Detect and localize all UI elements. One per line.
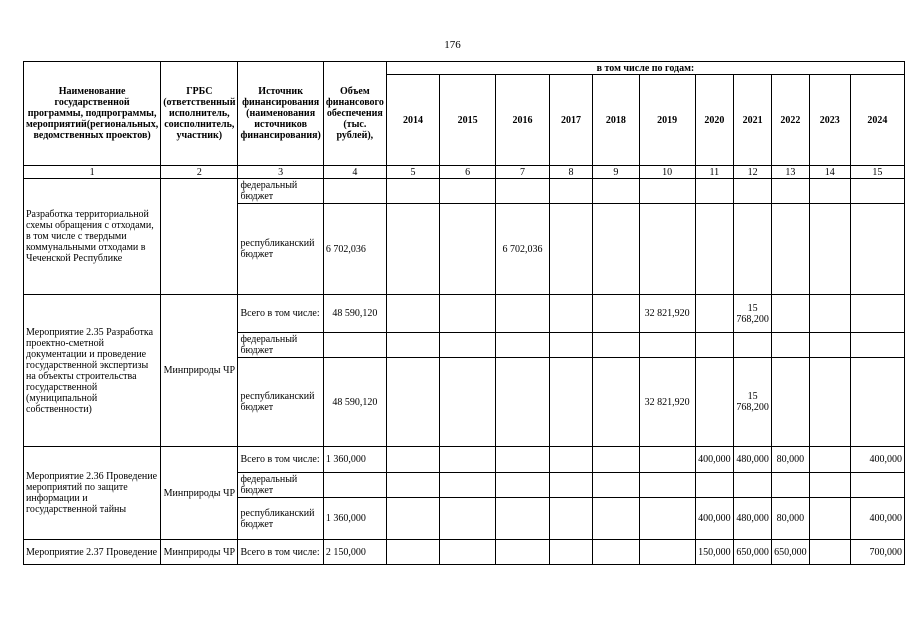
grbs-cell: Минприроды ЧР	[161, 447, 238, 540]
year-value-2020: 400,000	[695, 447, 734, 473]
grbs-cell	[161, 179, 238, 295]
year-value-2022: 80,000	[772, 498, 810, 540]
column-number: 2	[161, 166, 238, 179]
column-number: 12	[734, 166, 772, 179]
header-grbs: ГРБС (ответственный исполнитель, соисполнитель, участник)	[161, 62, 238, 166]
measure-name: Мероприятие 2.35 Разработка проектно-сметной документации и проведение государственной экспертизы на объекты строительства государственной (муниципальной собственности)	[24, 295, 161, 447]
total-volume: 2 150,000	[323, 540, 386, 565]
header-source: Источник финансирования (наименования источников финансирования)	[238, 62, 323, 166]
budget-table	[23, 61, 905, 565]
column-number: 8	[550, 166, 593, 179]
column-number: 11	[695, 166, 734, 179]
column-number: 10	[639, 166, 695, 179]
measure-name: Разработка территориальной схемы обращения с отходами, в том числе с твердыми коммунальными отходами в Чеченской Республике	[24, 179, 161, 295]
funding-source: Всего в том числе:	[238, 295, 323, 333]
year-header: 2017	[550, 75, 593, 166]
column-number: 5	[386, 166, 439, 179]
column-number: 9	[592, 166, 639, 179]
column-number: 1	[24, 166, 161, 179]
year-header: 2024	[850, 75, 904, 166]
page-number: 176	[444, 39, 461, 51]
table-row	[24, 179, 905, 204]
column-number: 7	[496, 166, 550, 179]
year-header: 2015	[440, 75, 496, 166]
year-value-2021: 480,000	[734, 498, 772, 540]
funding-source: Всего в том числе:	[238, 540, 323, 565]
column-number: 3	[238, 166, 323, 179]
year-value-2021: 15 768,200	[734, 295, 772, 333]
header-volume: Объем финансового обеспечения (тыс. рублей),	[323, 62, 386, 166]
funding-source: республиканский бюджет	[238, 204, 323, 295]
year-value-2016: 6 702,036	[496, 204, 550, 295]
year-value-2019: 32 821,920	[639, 358, 695, 447]
year-value-2021: 480,000	[734, 447, 772, 473]
funding-source: республиканский бюджет	[238, 498, 323, 540]
column-number: 4	[323, 166, 386, 179]
year-header: 2023	[809, 75, 850, 166]
year-value-2022: 80,000	[772, 447, 810, 473]
year-value-2024: 400,000	[850, 498, 904, 540]
measure-name: Мероприятие 2.36 Проведение мероприятий по защите информации и государственной тайны	[24, 447, 161, 540]
year-value-2021: 650,000	[734, 540, 772, 565]
funding-source: республиканский бюджет	[238, 358, 323, 447]
header-by-years: в том числе по годам:	[386, 62, 904, 75]
year-header: 2019	[639, 75, 695, 166]
year-value-2020: 400,000	[695, 498, 734, 540]
column-number: 13	[772, 166, 810, 179]
year-value-2021: 15 768,200	[734, 358, 772, 447]
grbs-cell: Минприроды ЧР	[161, 295, 238, 447]
year-header: 2016	[496, 75, 550, 166]
table-row	[24, 447, 905, 473]
total-volume: 48 590,120	[323, 358, 386, 447]
grbs-cell: Минприроды ЧР	[161, 540, 238, 565]
total-volume: 6 702,036	[323, 204, 386, 295]
column-number: 6	[440, 166, 496, 179]
total-volume: 1 360,000	[323, 447, 386, 473]
table-row	[24, 540, 905, 565]
year-value-2022: 650,000	[772, 540, 810, 565]
year-value-2024: 700,000	[850, 540, 904, 565]
year-header: 2020	[695, 75, 734, 166]
funding-source: федеральный бюджет	[238, 179, 323, 204]
total-volume: 48 590,120	[323, 295, 386, 333]
column-numbers-row	[24, 166, 905, 179]
total-volume: 1 360,000	[323, 498, 386, 540]
year-header: 2021	[734, 75, 772, 166]
year-header: 2018	[592, 75, 639, 166]
year-header: 2014	[386, 75, 439, 166]
column-number: 14	[809, 166, 850, 179]
table-row	[24, 295, 905, 333]
column-number: 15	[850, 166, 904, 179]
funding-source: Всего в том числе:	[238, 447, 323, 473]
funding-source: федеральный бюджет	[238, 333, 323, 358]
header-name: Наименование государственной программы, подпрограммы, мероприятий(региональных, ведомственных проектов)	[24, 62, 161, 166]
funding-source: федеральный бюджет	[238, 473, 323, 498]
year-value-2024: 400,000	[850, 447, 904, 473]
year-header: 2022	[772, 75, 810, 166]
year-value-2020: 150,000	[695, 540, 734, 565]
measure-name: Мероприятие 2.37 Проведение	[24, 540, 161, 565]
year-value-2019: 32 821,920	[639, 295, 695, 333]
